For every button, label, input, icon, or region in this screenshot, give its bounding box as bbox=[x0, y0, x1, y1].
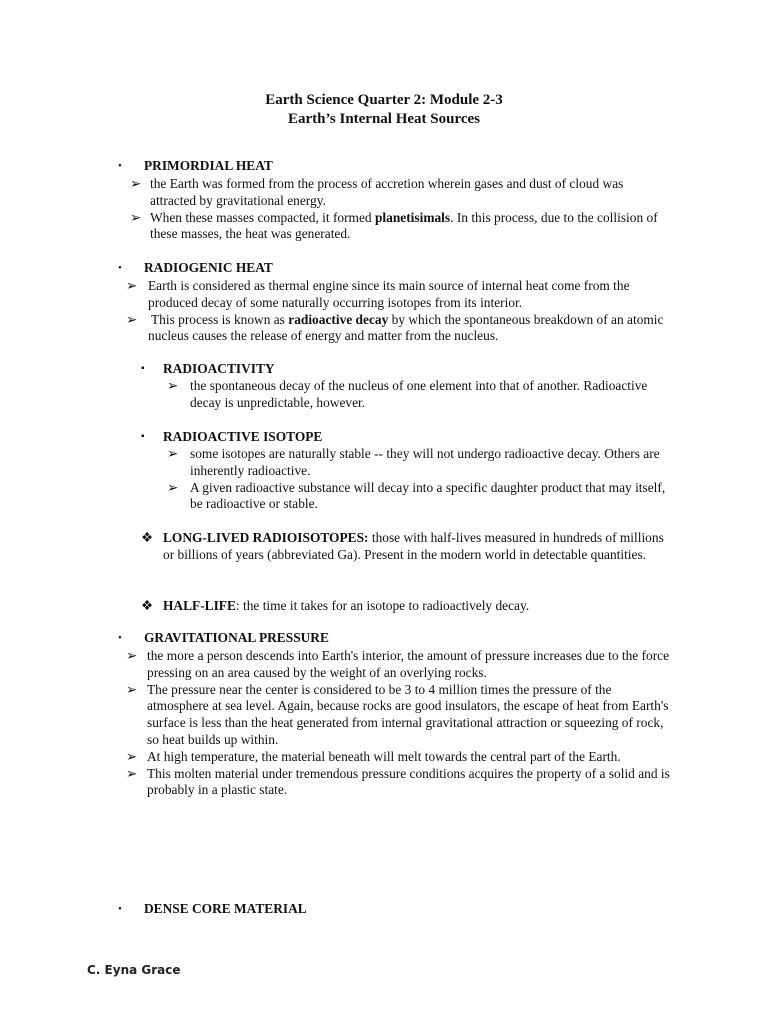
square-bullet-icon: ▪ bbox=[141, 363, 145, 374]
isotope-points bbox=[167, 446, 677, 513]
arrow-bullet-icon: ➢ bbox=[126, 765, 138, 781]
document-title: Earth Science Quarter 2: Module 2-3 bbox=[265, 92, 503, 108]
section-primordial-heat bbox=[118, 158, 678, 175]
term-planetisimals: planetisimals bbox=[374, 209, 451, 225]
section-heading: GRAVITATIONAL PRESSURE bbox=[144, 630, 329, 645]
paragraph: The pressure near the center is considered to be 3 to 4 million times the pressure of the atmosphere at sea level. Again, because rocks are good insulators, the escape of heat from Earth's surface is less than the heat generated from internal gravitational attraction or squeezing of rock, so heat builds up within. bbox=[147, 681, 669, 747]
arrow-bullet-icon: ➢ bbox=[167, 446, 179, 461]
paragraph: Earth is considered as thermal engine since its main source of internal heat come from the produced decay of some naturally occurring isotopes from its interior. bbox=[148, 278, 630, 310]
paragraph: the spontaneous decay of the nucleus of one element into that of another. Radioactive decay is unpredictable, however. bbox=[190, 378, 648, 410]
bullet-icon: • bbox=[118, 262, 122, 274]
paragraph: At high temperature, the material beneath will melt towards the central part of the Earth. bbox=[147, 748, 621, 764]
definition-half-life bbox=[141, 598, 673, 615]
subsection-radioactivity bbox=[141, 361, 661, 378]
subsection-radioactive-isotope bbox=[141, 429, 661, 446]
arrow-bullet-icon: ➢ bbox=[167, 378, 179, 393]
diamond-bullet-icon: ❖ bbox=[141, 530, 154, 545]
definition-text: those with half-lives measured in hundreds of millions or billions of years (abbreviated Ga). Present in the modern world in detectable quantities. bbox=[163, 530, 664, 562]
paragraph: the Earth was formed from the process of accretion wherein gases and dust of cloud was attracted by gravitational energy. bbox=[150, 176, 624, 208]
diamond-bullet-icon: ❖ bbox=[141, 598, 154, 613]
arrow-bullet-icon: ➢ bbox=[126, 748, 138, 764]
term-radioactive-decay: radioactive decay bbox=[288, 311, 389, 327]
section-dense-core-material bbox=[118, 901, 678, 918]
paragraph-part: by which the spontaneous breakdown of an atomic nucleus causes the release of energy and matter from the nucleus. bbox=[148, 311, 664, 344]
arrow-bullet-icon: ➢ bbox=[126, 311, 138, 327]
radiogenic-points bbox=[126, 278, 666, 345]
arrow-bullet-icon: ➢ bbox=[130, 176, 142, 191]
arrow-bullet-icon: ➢ bbox=[126, 681, 138, 697]
section-heading: PRIMORDIAL HEAT bbox=[144, 158, 273, 173]
section-gravitational-pressure bbox=[118, 630, 678, 647]
definition-term: HALF-LIFE bbox=[163, 598, 236, 613]
paragraph: This molten material under tremendous pressure conditions acquires the property of a solid and is probably in a plastic state. bbox=[147, 765, 670, 798]
section-heading: RADIOGENIC HEAT bbox=[144, 260, 273, 275]
definition-text: : the time it takes for an isotope to radioactively decay. bbox=[235, 598, 530, 613]
subsection-heading: RADIOACTIVITY bbox=[163, 361, 275, 376]
arrow-bullet-icon: ➢ bbox=[167, 479, 179, 495]
paragraph-part: . In this process, due to the collision of these masses, the heat was generated. bbox=[150, 209, 658, 242]
footer-author: C. Eyna Grace bbox=[87, 963, 181, 977]
section-heading: DENSE CORE MATERIAL bbox=[144, 901, 307, 916]
arrow-bullet-icon: ➢ bbox=[130, 209, 142, 225]
paragraph: A given radioactive substance will decay into a specific daughter product that may itself, be radioactive or stable. bbox=[190, 479, 666, 512]
subsection-heading: RADIOACTIVE ISOTOPE bbox=[163, 429, 323, 444]
bullet-icon: • bbox=[118, 903, 122, 915]
paragraph-part: When these masses compacted, it formed bbox=[150, 209, 375, 225]
paragraph-part: This process is known as bbox=[151, 311, 289, 327]
primordial-points bbox=[130, 176, 670, 243]
arrow-bullet-icon: ➢ bbox=[126, 648, 138, 663]
square-bullet-icon: ▪ bbox=[141, 431, 145, 442]
arrow-bullet-icon: ➢ bbox=[126, 278, 138, 293]
bullet-icon: • bbox=[118, 632, 122, 644]
bullet-icon: • bbox=[118, 160, 122, 172]
section-radiogenic-heat bbox=[118, 260, 678, 277]
paragraph: some isotopes are naturally stable -- they will not undergo radioactive decay. Others are inherently radioactive. bbox=[190, 446, 660, 478]
radioactivity-points bbox=[167, 378, 657, 412]
definition-term: LONG-LIVED RADIOISOTOPES: bbox=[163, 530, 369, 545]
gravitational-points bbox=[126, 648, 672, 799]
definition-long-lived bbox=[141, 530, 673, 564]
document-subtitle: Earth’s Internal Heat Sources bbox=[287, 111, 481, 127]
paragraph: the more a person descends into Earth's interior, the amount of pressure increases due to the force pressing on an area caused by the weight of an overlying rocks. bbox=[147, 648, 670, 680]
